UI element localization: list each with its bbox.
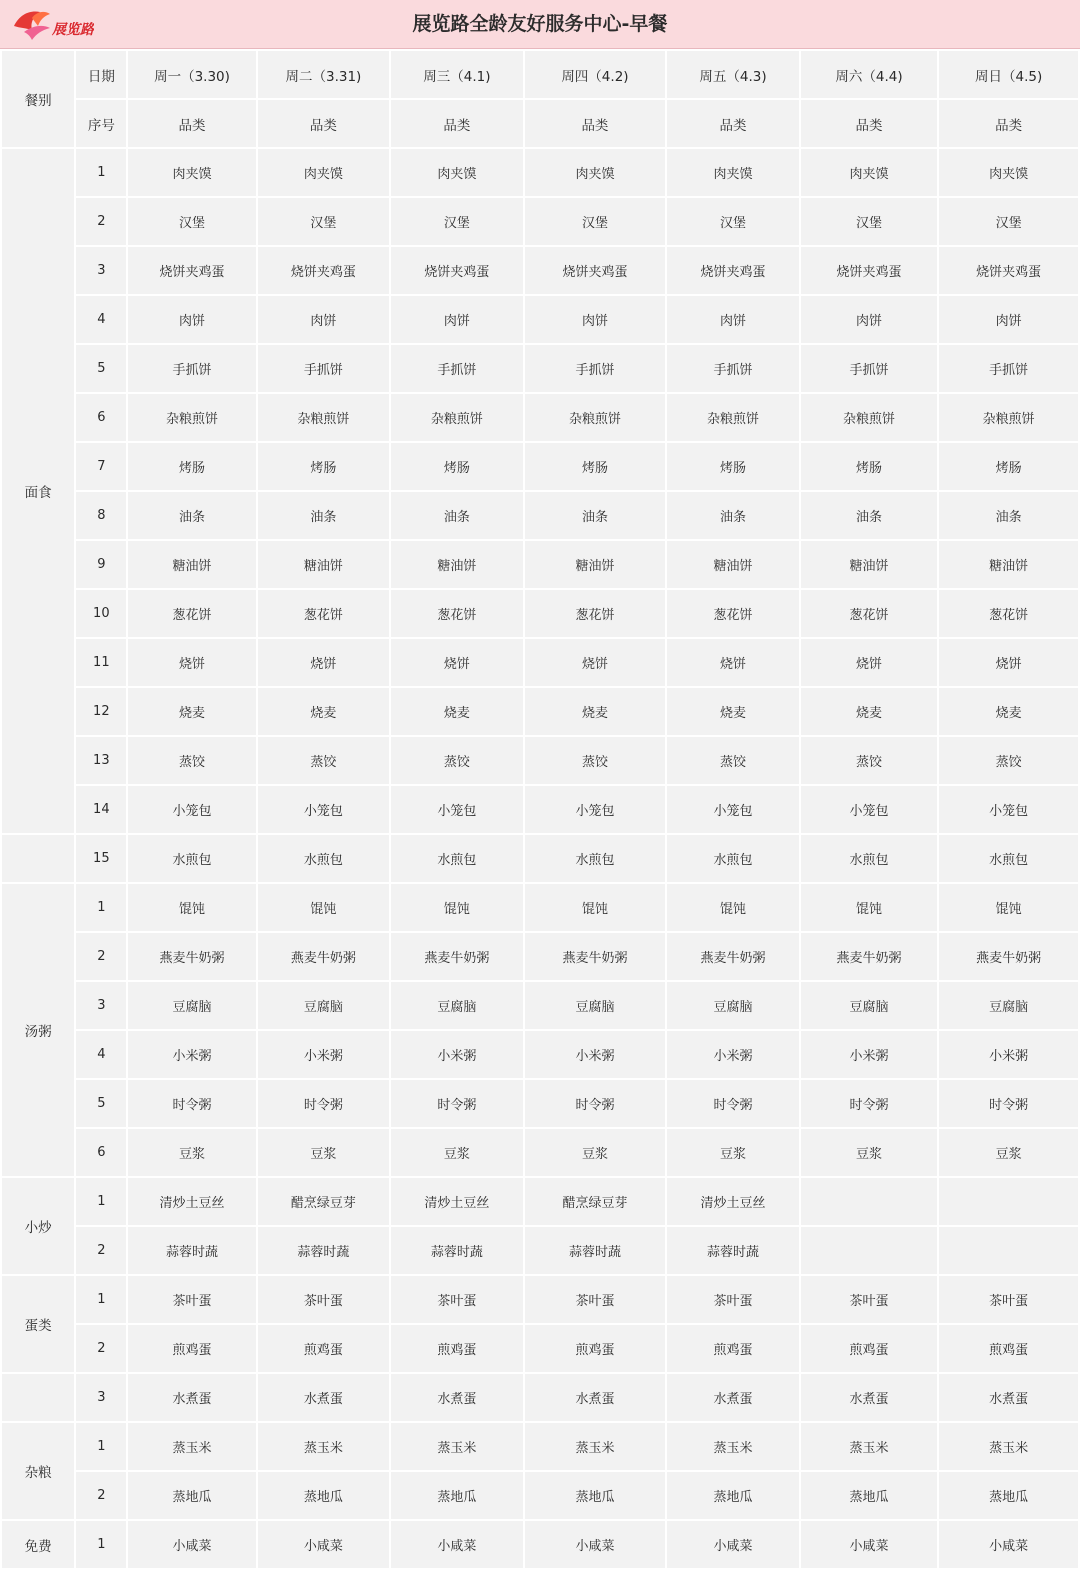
item-cell: 水煎包	[391, 835, 522, 882]
category-cell: 免费	[2, 1521, 74, 1568]
table-row	[2, 639, 1078, 686]
item-cell: 水煎包	[939, 835, 1078, 882]
seq-cell: 9	[76, 541, 126, 588]
item-cell: 馄饨	[391, 884, 522, 931]
item-cell: 蒸玉米	[525, 1423, 666, 1470]
item-cell: 杂粮煎饼	[939, 394, 1078, 441]
menu-table	[0, 49, 1080, 1570]
item-cell: 肉饼	[667, 296, 798, 343]
table-row	[2, 296, 1078, 343]
item-cell: 蒸地瓜	[258, 1472, 389, 1519]
item-cell: 手抓饼	[258, 345, 389, 392]
seq-cell: 8	[76, 492, 126, 539]
item-cell: 燕麦牛奶粥	[258, 933, 389, 980]
item-label: 品类	[667, 100, 798, 147]
item-cell: 豆浆	[525, 1129, 666, 1176]
seq-cell: 2	[76, 1227, 126, 1274]
item-cell: 时令粥	[525, 1080, 666, 1127]
item-cell: 蒸饺	[525, 737, 666, 784]
item-cell: 蒸地瓜	[391, 1472, 522, 1519]
item-cell: 蒸地瓜	[801, 1472, 938, 1519]
item-cell: 煎鸡蛋	[667, 1325, 798, 1372]
item-cell: 手抓饼	[667, 345, 798, 392]
item-cell: 蒸玉米	[128, 1423, 255, 1470]
table-row	[2, 1031, 1078, 1078]
item-cell: 茶叶蛋	[939, 1276, 1078, 1323]
item-cell: 杂粮煎饼	[801, 394, 938, 441]
item-cell: 豆腐脑	[667, 982, 798, 1029]
item-cell: 肉饼	[801, 296, 938, 343]
seq-cell: 5	[76, 1080, 126, 1127]
item-cell: 水煎包	[128, 835, 255, 882]
item-cell: 醋烹绿豆芽	[525, 1178, 666, 1225]
item-cell: 葱花饼	[258, 590, 389, 637]
item-cell: 烤肠	[667, 443, 798, 490]
item-cell: 油条	[128, 492, 255, 539]
item-cell: 肉夹馍	[667, 149, 798, 196]
item-cell: 烧麦	[391, 688, 522, 735]
item-cell: 烧饼夹鸡蛋	[391, 247, 522, 294]
item-cell: 烤肠	[258, 443, 389, 490]
table-row	[2, 492, 1078, 539]
item-cell: 小米粥	[258, 1031, 389, 1078]
item-cell: 蒸饺	[258, 737, 389, 784]
item-cell: 油条	[258, 492, 389, 539]
item-cell: 水煮蛋	[939, 1374, 1078, 1421]
item-cell: 煎鸡蛋	[258, 1325, 389, 1372]
seq-cell: 5	[76, 345, 126, 392]
item-cell: 肉夹馍	[939, 149, 1078, 196]
item-cell: 小笼包	[801, 786, 938, 833]
item-cell: 馄饨	[939, 884, 1078, 931]
item-cell: 水煮蛋	[801, 1374, 938, 1421]
item-cell: 手抓饼	[391, 345, 522, 392]
item-cell: 煎鸡蛋	[128, 1325, 255, 1372]
page-header	[0, 0, 1080, 49]
item-cell: 蒸玉米	[939, 1423, 1078, 1470]
item-cell: 清炒土豆丝	[128, 1178, 255, 1225]
table-row	[2, 1374, 1078, 1421]
item-cell: 蒸饺	[667, 737, 798, 784]
item-cell: 豆浆	[667, 1129, 798, 1176]
item-cell: 燕麦牛奶粥	[391, 933, 522, 980]
date-label: 日期	[76, 51, 126, 98]
item-cell: 烧饼	[525, 639, 666, 686]
item-cell: 燕麦牛奶粥	[801, 933, 938, 980]
table-row	[2, 541, 1078, 588]
category-cell: 汤粥	[2, 884, 74, 1176]
item-cell: 肉夹馍	[128, 149, 255, 196]
item-cell: 时令粥	[258, 1080, 389, 1127]
table-row	[2, 1276, 1078, 1323]
item-cell: 葱花饼	[667, 590, 798, 637]
table-row	[2, 1325, 1078, 1372]
table-row	[2, 835, 1078, 882]
item-cell: 小米粥	[939, 1031, 1078, 1078]
item-cell: 茶叶蛋	[128, 1276, 255, 1323]
table-row	[2, 198, 1078, 245]
item-label: 品类	[391, 100, 522, 147]
seq-cell: 11	[76, 639, 126, 686]
item-cell: 小笼包	[391, 786, 522, 833]
table-row	[2, 443, 1078, 490]
item-cell: 蒜蓉时蔬	[128, 1227, 255, 1274]
table-row	[2, 590, 1078, 637]
item-cell: 小咸菜	[128, 1521, 255, 1568]
item-cell: 葱花饼	[801, 590, 938, 637]
seq-cell: 10	[76, 590, 126, 637]
item-cell: 葱花饼	[525, 590, 666, 637]
logo-text: 展览路	[52, 22, 94, 38]
seq-cell: 2	[76, 1472, 126, 1519]
seq-cell: 12	[76, 688, 126, 735]
item-cell: 小米粥	[667, 1031, 798, 1078]
item-cell: 蒸玉米	[391, 1423, 522, 1470]
seq-label: 序号	[76, 100, 126, 147]
header-row-items	[2, 100, 1078, 147]
item-cell: 烤肠	[939, 443, 1078, 490]
item-cell: 烧麦	[128, 688, 255, 735]
table-row	[2, 149, 1078, 196]
category-cell	[2, 1374, 74, 1421]
item-cell: 烤肠	[128, 443, 255, 490]
item-cell: 手抓饼	[525, 345, 666, 392]
table-row	[2, 1178, 1078, 1225]
item-cell: 小米粥	[391, 1031, 522, 1078]
item-cell: 烧饼夹鸡蛋	[939, 247, 1078, 294]
table-row	[2, 688, 1078, 735]
day-header: 周六（4.4)	[801, 51, 938, 98]
item-cell: 清炒土豆丝	[391, 1178, 522, 1225]
item-cell: 时令粥	[939, 1080, 1078, 1127]
item-cell: 手抓饼	[128, 345, 255, 392]
item-cell: 肉夹馍	[391, 149, 522, 196]
item-cell: 小咸菜	[258, 1521, 389, 1568]
seq-cell: 2	[76, 198, 126, 245]
item-cell: 蒜蓉时蔬	[391, 1227, 522, 1274]
item-cell: 汉堡	[391, 198, 522, 245]
item-cell: 蒸玉米	[258, 1423, 389, 1470]
item-cell: 水煮蛋	[258, 1374, 389, 1421]
item-cell: 燕麦牛奶粥	[667, 933, 798, 980]
table-row	[2, 345, 1078, 392]
seq-cell: 3	[76, 1374, 126, 1421]
item-cell: 汉堡	[128, 198, 255, 245]
item-cell: 燕麦牛奶粥	[939, 933, 1078, 980]
item-cell: 小笼包	[939, 786, 1078, 833]
seq-cell: 6	[76, 394, 126, 441]
item-cell: 时令粥	[391, 1080, 522, 1127]
item-cell: 糖油饼	[667, 541, 798, 588]
table-row	[2, 786, 1078, 833]
item-cell	[939, 1178, 1078, 1225]
item-cell: 蒸玉米	[667, 1423, 798, 1470]
item-cell: 肉饼	[258, 296, 389, 343]
item-cell: 水煮蛋	[128, 1374, 255, 1421]
item-cell: 馄饨	[258, 884, 389, 931]
item-cell: 汉堡	[667, 198, 798, 245]
item-cell: 烧饼夹鸡蛋	[258, 247, 389, 294]
item-cell: 油条	[667, 492, 798, 539]
item-cell: 蒸地瓜	[128, 1472, 255, 1519]
table-row	[2, 247, 1078, 294]
item-cell: 糖油饼	[801, 541, 938, 588]
item-label: 品类	[939, 100, 1078, 147]
table-row	[2, 394, 1078, 441]
seq-cell: 1	[76, 1521, 126, 1568]
item-cell: 煎鸡蛋	[939, 1325, 1078, 1372]
item-cell: 蒜蓉时蔬	[525, 1227, 666, 1274]
item-cell: 时令粥	[801, 1080, 938, 1127]
seq-cell: 3	[76, 247, 126, 294]
table-row	[2, 1129, 1078, 1176]
item-cell: 烧麦	[939, 688, 1078, 735]
seq-cell: 2	[76, 933, 126, 980]
table-row	[2, 884, 1078, 931]
item-cell: 小笼包	[128, 786, 255, 833]
item-cell: 醋烹绿豆芽	[258, 1178, 389, 1225]
item-cell: 葱花饼	[391, 590, 522, 637]
item-cell: 小笼包	[525, 786, 666, 833]
item-cell: 糖油饼	[525, 541, 666, 588]
item-cell: 葱花饼	[939, 590, 1078, 637]
item-cell: 煎鸡蛋	[391, 1325, 522, 1372]
item-cell: 豆腐脑	[128, 982, 255, 1029]
table-row	[2, 1521, 1078, 1568]
item-cell: 小笼包	[667, 786, 798, 833]
item-cell: 馄饨	[525, 884, 666, 931]
table-row	[2, 1080, 1078, 1127]
item-cell: 肉夹馍	[525, 149, 666, 196]
seq-cell: 4	[76, 1031, 126, 1078]
item-cell: 葱花饼	[128, 590, 255, 637]
category-cell: 杂粮	[2, 1423, 74, 1519]
item-cell: 蒜蓉时蔬	[258, 1227, 389, 1274]
item-cell: 烧麦	[525, 688, 666, 735]
item-cell: 馄饨	[128, 884, 255, 931]
item-cell: 蒸饺	[939, 737, 1078, 784]
item-cell: 烤肠	[525, 443, 666, 490]
item-cell	[801, 1178, 938, 1225]
item-cell: 油条	[525, 492, 666, 539]
item-cell: 水煎包	[258, 835, 389, 882]
item-cell: 豆浆	[801, 1129, 938, 1176]
day-header: 周一（3.30)	[128, 51, 255, 98]
item-label: 品类	[525, 100, 666, 147]
seq-cell: 2	[76, 1325, 126, 1372]
item-cell: 烧麦	[258, 688, 389, 735]
item-cell: 小咸菜	[391, 1521, 522, 1568]
day-header: 周三（4.1)	[391, 51, 522, 98]
item-cell: 蒸地瓜	[525, 1472, 666, 1519]
seq-cell: 15	[76, 835, 126, 882]
item-cell: 燕麦牛奶粥	[128, 933, 255, 980]
item-cell: 馄饨	[667, 884, 798, 931]
seq-cell: 6	[76, 1129, 126, 1176]
item-cell: 小咸菜	[801, 1521, 938, 1568]
item-cell	[801, 1227, 938, 1274]
item-cell: 馄饨	[801, 884, 938, 931]
item-cell: 油条	[939, 492, 1078, 539]
item-label: 品类	[258, 100, 389, 147]
day-header: 周日（4.5)	[939, 51, 1078, 98]
item-cell: 小米粥	[801, 1031, 938, 1078]
item-cell: 小咸菜	[667, 1521, 798, 1568]
item-cell: 蒸饺	[391, 737, 522, 784]
item-cell: 小米粥	[525, 1031, 666, 1078]
item-cell: 小咸菜	[939, 1521, 1078, 1568]
item-cell: 豆腐脑	[258, 982, 389, 1029]
item-cell: 豆浆	[258, 1129, 389, 1176]
item-cell: 手抓饼	[801, 345, 938, 392]
item-cell	[939, 1227, 1078, 1274]
item-cell: 烤肠	[801, 443, 938, 490]
seq-cell: 1	[76, 1276, 126, 1323]
item-cell: 烧饼	[128, 639, 255, 686]
item-cell: 豆腐脑	[391, 982, 522, 1029]
item-cell: 豆浆	[391, 1129, 522, 1176]
item-cell: 煎鸡蛋	[801, 1325, 938, 1372]
page-title: 展览路全龄友好服务中心-早餐	[412, 13, 668, 35]
table-row	[2, 982, 1078, 1029]
item-cell: 蒸地瓜	[667, 1472, 798, 1519]
item-cell: 烧饼	[939, 639, 1078, 686]
seq-cell: 1	[76, 1178, 126, 1225]
item-cell: 烧饼夹鸡蛋	[667, 247, 798, 294]
item-cell: 水煎包	[525, 835, 666, 882]
item-cell: 杂粮煎饼	[258, 394, 389, 441]
item-cell: 手抓饼	[939, 345, 1078, 392]
item-cell: 豆浆	[128, 1129, 255, 1176]
item-cell: 茶叶蛋	[258, 1276, 389, 1323]
item-cell: 油条	[391, 492, 522, 539]
item-cell: 杂粮煎饼	[128, 394, 255, 441]
item-cell: 小笼包	[258, 786, 389, 833]
item-cell: 小米粥	[128, 1031, 255, 1078]
item-cell: 蒜蓉时蔬	[667, 1227, 798, 1274]
item-cell: 烧饼	[391, 639, 522, 686]
item-cell: 肉饼	[391, 296, 522, 343]
item-cell: 烤肠	[391, 443, 522, 490]
item-cell: 燕麦牛奶粥	[525, 933, 666, 980]
seq-cell: 1	[76, 884, 126, 931]
item-cell: 水煮蛋	[391, 1374, 522, 1421]
item-cell: 杂粮煎饼	[667, 394, 798, 441]
item-cell: 烧饼夹鸡蛋	[128, 247, 255, 294]
item-cell: 烧饼	[801, 639, 938, 686]
day-header: 周二（3.31)	[258, 51, 389, 98]
item-cell: 茶叶蛋	[525, 1276, 666, 1323]
day-header: 周四（4.2)	[525, 51, 666, 98]
item-cell: 烧麦	[801, 688, 938, 735]
item-cell: 肉夹馍	[801, 149, 938, 196]
table-row	[2, 933, 1078, 980]
item-cell: 肉夹馍	[258, 149, 389, 196]
table-row	[2, 1472, 1078, 1519]
seq-cell: 4	[76, 296, 126, 343]
item-cell: 烧麦	[667, 688, 798, 735]
category-cell	[2, 835, 74, 882]
seq-cell: 1	[76, 1423, 126, 1470]
item-cell: 肉饼	[525, 296, 666, 343]
table-row	[2, 737, 1078, 784]
meal-label: 餐别	[2, 51, 74, 147]
item-cell: 油条	[801, 492, 938, 539]
item-cell: 蒸地瓜	[939, 1472, 1078, 1519]
item-cell: 豆腐脑	[939, 982, 1078, 1029]
item-cell: 杂粮煎饼	[525, 394, 666, 441]
item-cell: 茶叶蛋	[667, 1276, 798, 1323]
item-cell: 水煎包	[801, 835, 938, 882]
item-label: 品类	[128, 100, 255, 147]
item-cell: 杂粮煎饼	[391, 394, 522, 441]
table-row	[2, 1423, 1078, 1470]
item-cell: 汉堡	[525, 198, 666, 245]
category-cell: 小炒	[2, 1178, 74, 1274]
item-cell: 糖油饼	[391, 541, 522, 588]
item-cell: 烧饼夹鸡蛋	[525, 247, 666, 294]
item-cell: 豆浆	[939, 1129, 1078, 1176]
item-cell: 烧饼	[258, 639, 389, 686]
seq-cell: 7	[76, 443, 126, 490]
day-header: 周五（4.3)	[667, 51, 798, 98]
item-cell: 糖油饼	[939, 541, 1078, 588]
item-cell: 汉堡	[939, 198, 1078, 245]
seq-cell: 1	[76, 149, 126, 196]
item-cell: 豆腐脑	[801, 982, 938, 1029]
item-cell: 茶叶蛋	[391, 1276, 522, 1323]
category-cell: 面食	[2, 149, 74, 833]
seq-cell: 13	[76, 737, 126, 784]
header-row-dates	[2, 51, 1078, 98]
item-cell: 时令粥	[128, 1080, 255, 1127]
item-cell: 水煮蛋	[667, 1374, 798, 1421]
item-cell: 蒸饺	[801, 737, 938, 784]
item-cell: 汉堡	[801, 198, 938, 245]
item-cell: 时令粥	[667, 1080, 798, 1127]
item-cell: 豆腐脑	[525, 982, 666, 1029]
item-cell: 茶叶蛋	[801, 1276, 938, 1323]
item-cell: 水煮蛋	[525, 1374, 666, 1421]
seq-cell: 3	[76, 982, 126, 1029]
item-cell: 小咸菜	[525, 1521, 666, 1568]
item-cell: 煎鸡蛋	[525, 1325, 666, 1372]
item-cell: 糖油饼	[128, 541, 255, 588]
item-label: 品类	[801, 100, 938, 147]
item-cell: 汉堡	[258, 198, 389, 245]
item-cell: 糖油饼	[258, 541, 389, 588]
item-cell: 蒸玉米	[801, 1423, 938, 1470]
item-cell: 肉饼	[128, 296, 255, 343]
item-cell: 蒸饺	[128, 737, 255, 784]
category-cell: 蛋类	[2, 1276, 74, 1372]
item-cell: 烧饼	[667, 639, 798, 686]
item-cell: 清炒土豆丝	[667, 1178, 798, 1225]
item-cell: 水煎包	[667, 835, 798, 882]
item-cell: 烧饼夹鸡蛋	[801, 247, 938, 294]
table-row	[2, 1227, 1078, 1274]
seq-cell: 14	[76, 786, 126, 833]
item-cell: 肉饼	[939, 296, 1078, 343]
